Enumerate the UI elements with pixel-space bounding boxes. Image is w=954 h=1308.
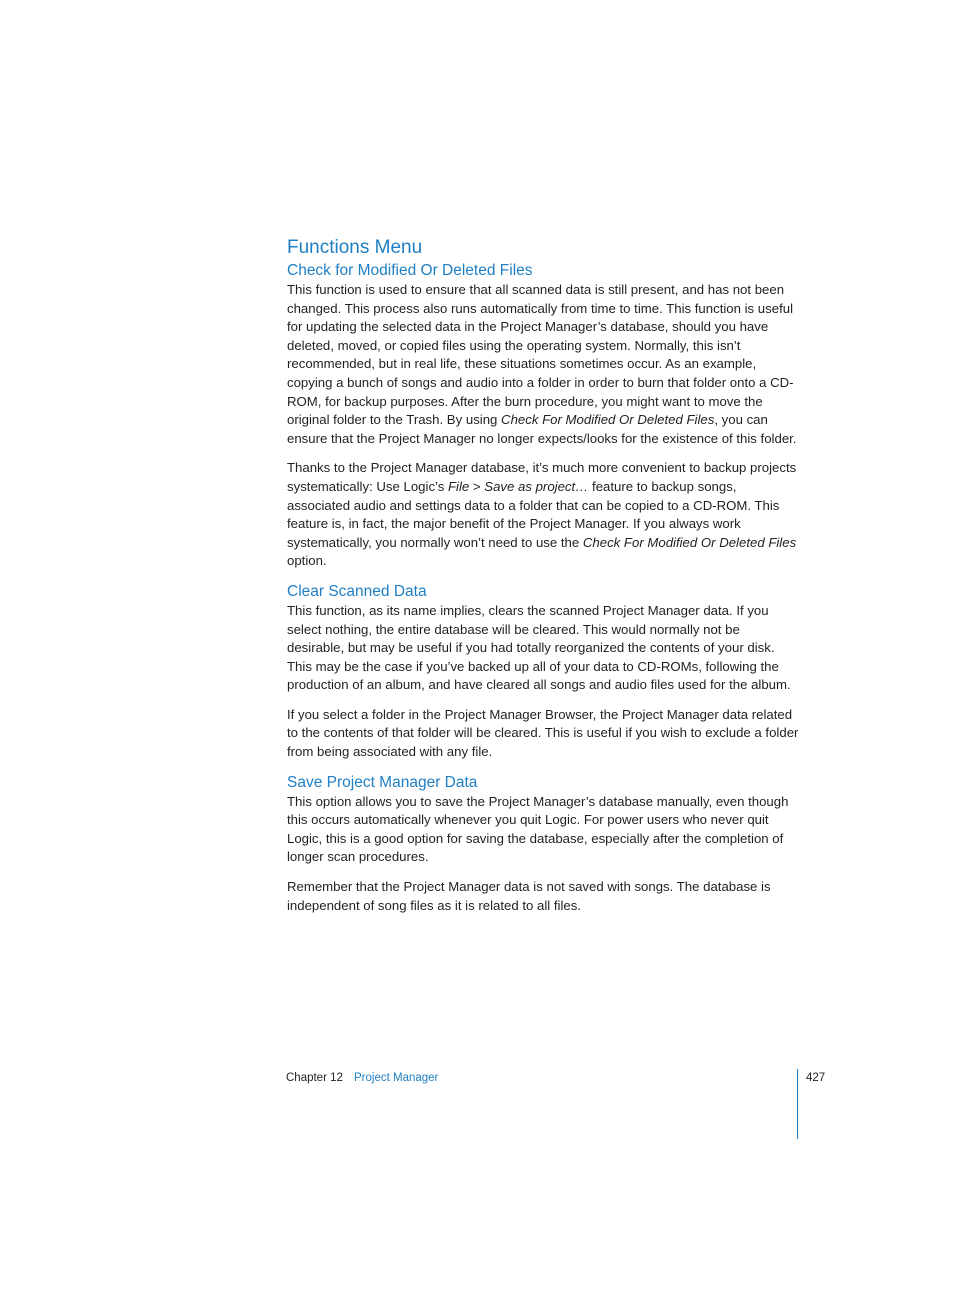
paragraph-save-data-2: Remember that the Project Manager data is not saved with songs. The database is independent of song files as it is related to all files. — [287, 879, 771, 913]
italic-term: Check For Modified Or Deleted Files — [582, 534, 797, 550]
paragraph-check-files-1 — [287, 281, 799, 448]
paragraph-check-files-2 — [287, 459, 799, 571]
italic-term: Check For Modified Or Deleted Files — [501, 412, 715, 428]
text-run: option. — [287, 553, 327, 569]
paragraph-save-data-1: This option allows you to save the Project Manager’s database manually, even though this occurs automatically whenever you quit Logic. For power users who never quit Logic, this is a good option for saving the database, especially after the completion of longer scan procedures. — [287, 793, 789, 865]
page-content — [287, 236, 799, 915]
italic-term: Save as project… — [484, 478, 589, 494]
footer-chapter-title: Project Manager — [354, 1072, 439, 1084]
section-heading-check-files: Check for Modified Or Deleted Files — [287, 262, 533, 279]
page-title: Functions Menu — [287, 237, 423, 258]
text-run: > — [469, 478, 485, 494]
page-number: 427 — [806, 1072, 826, 1084]
footer-divider — [797, 1069, 798, 1139]
section-heading-save-data: Save Project Manager Data — [287, 773, 478, 791]
italic-term: File — [448, 478, 470, 494]
text-run: , you can ensure that the Project Manager no longer expects/looks for the existence of this folder. — [287, 412, 797, 446]
text-run: Thanks to the Project Manager database, it’s much more convenient to backup projects systematically: Use Logic’s — [287, 460, 797, 494]
footer-chapter-label: Chapter 12 — [286, 1072, 343, 1084]
text-run: feature to backup songs, associated audio and settings data to a folder that can be copied to a CD-ROM. This feature is, in fact, the major benefit of the Project Manager. If you always work systematically, you normally won’t need to use the — [287, 478, 780, 550]
section-heading-clear-data: Clear Scanned Data — [287, 582, 427, 600]
paragraph-clear-data-2: If you select a folder in the Project Manager Browser, the Project Manager data related to the contents of that folder will be cleared. This is useful if you wish to exclude a folder from being associated with any file. — [287, 706, 799, 760]
paragraph-clear-data-1: This function, as its name implies, clears the scanned Project Manager data. If you select nothing, the entire database will be cleared. This would normally not be desirable, but may be useful if you had totally reorganized the contents of your disk. This may be the case if you’ve backed up all of your data to CD-ROMs, following the production of an album, and have cleared all songs and audio files used for the album. — [287, 602, 791, 693]
text-run: This function is used to ensure that all scanned data is still present, and has not been changed. This process also runs automatically from time to time. This function is useful for updating the selected data in the Project Manager’s database, should you have deleted, moved, or copied files using the operating system. Normally, this isn’t recommended, but in real life, these situations sometimes occur. As an example, copying a bunch of songs and audio into a folder in order to burn that folder onto a CD-ROM, for backup purposes. After the burn procedure, you might want to move the original folder to the Trash. By using — [287, 282, 794, 428]
